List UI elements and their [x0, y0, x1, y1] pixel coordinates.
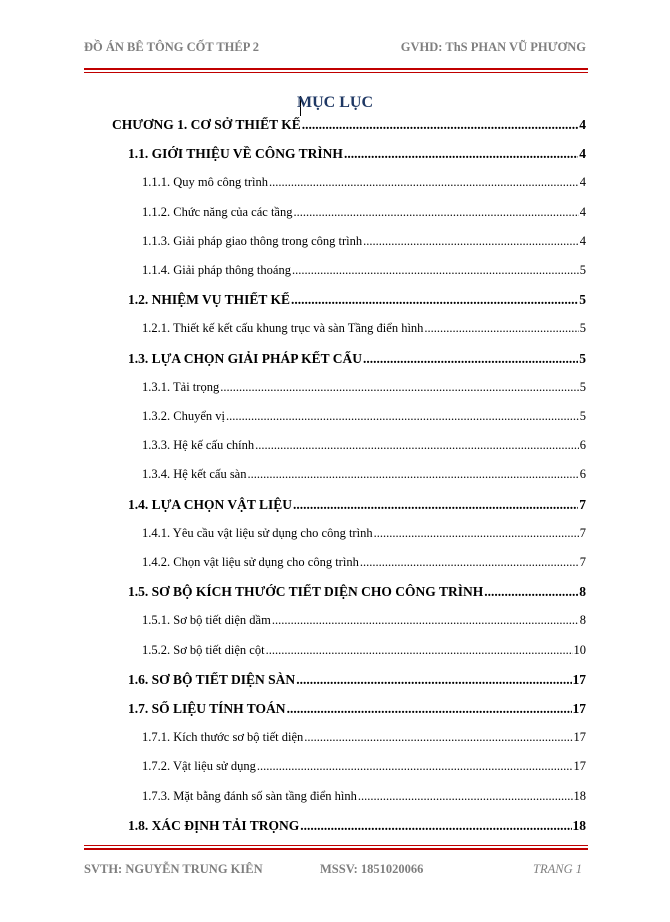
toc-entry-page: 18: [572, 818, 586, 833]
toc-entry-label: 1.5.2. Sơ bộ tiết diện cột: [142, 643, 265, 657]
toc-entry-page: 10: [573, 643, 586, 657]
toc-entry-label: 1.1. GIỚI THIỆU VỀ CÔNG TRÌNH: [128, 146, 343, 161]
toc-dot-leader: [291, 292, 578, 308]
toc-entry-page: 17: [572, 701, 586, 716]
toc-entry-page: 4: [579, 234, 586, 248]
toc-entry-page: 4: [579, 146, 586, 161]
toc-entry-label: 1.4.1. Yêu cầu vật liệu sử dụng cho công trình: [142, 526, 373, 540]
toc-entry-label: 1.3.3. Hệ kế cấu chính: [142, 438, 255, 452]
toc-entry[interactable]: [142, 380, 586, 395]
toc-entry[interactable]: [142, 205, 586, 220]
toc-entry-label: 1.5. SƠ BỘ KÍCH THƯỚC TIẾT DIỆN CHO CÔNG TRÌNH: [128, 584, 484, 599]
toc-dot-leader: [226, 409, 579, 424]
toc-entry-page: 4: [579, 117, 586, 132]
header-course-title: ĐỒ ÁN BÊ TÔNG CỐT THÉP 2: [84, 40, 260, 54]
toc-entry-page: 7: [579, 497, 586, 512]
toc-entry-page: 5: [579, 409, 586, 423]
toc-dot-leader: [344, 146, 578, 162]
toc-dot-leader: [424, 321, 578, 336]
page-footer: [84, 862, 586, 880]
toc-dot-leader: [374, 526, 579, 541]
toc-dot-leader: [302, 117, 578, 133]
toc-dot-leader: [255, 438, 579, 453]
footer-rule-thin: [84, 845, 588, 846]
toc-entry[interactable]: [128, 146, 586, 162]
toc-entry[interactable]: [142, 730, 586, 745]
toc-entry-page: 17: [573, 759, 586, 773]
toc-entry-label: 1.1.4. Giải pháp thông thoáng: [142, 263, 291, 277]
toc-dot-leader: [293, 205, 578, 220]
toc-entry-label: 1.7.2. Vật liệu sử dụng: [142, 759, 256, 773]
toc-dot-leader: [293, 497, 578, 513]
toc-entry-page: 17: [572, 672, 586, 687]
toc-entry-page: 5: [579, 351, 586, 366]
header-rule-thick: [84, 68, 588, 70]
toc-dot-leader: [272, 613, 579, 628]
toc-dot-leader: [296, 672, 571, 688]
toc-entry[interactable]: [128, 584, 586, 600]
toc-dot-leader: [287, 701, 572, 717]
toc-entry-page: 18: [573, 789, 586, 803]
toc-entry-label: 1.3. LỰA CHỌN GIẢI PHÁP KẾT CẤU: [128, 351, 363, 366]
toc-entry-label: 1.2. NHIỆM VỤ THIẾT KẾ: [128, 292, 291, 307]
toc-dot-leader: [363, 234, 579, 249]
toc-entry-label: 1.1.1. Quy mô công trình: [142, 175, 269, 189]
toc-entry[interactable]: [128, 818, 586, 834]
toc-entry[interactable]: [142, 438, 586, 453]
footer-rule-thick: [84, 848, 588, 850]
toc-dot-leader: [360, 555, 579, 570]
toc-entry-label: 1.7. SỐ LIỆU TÍNH TOÁN: [128, 701, 286, 716]
toc-entry-label: 1.1.2. Chức năng của các tầng: [142, 205, 293, 219]
toc-entry[interactable]: [128, 701, 586, 717]
toc-entry[interactable]: [142, 555, 586, 570]
toc-entry[interactable]: [142, 321, 586, 336]
toc-entry-page: 7: [579, 526, 586, 540]
toc-entry-label: 1.8. XÁC ĐỊNH TẢI TRỌNG: [128, 818, 300, 833]
toc-dot-leader: [484, 584, 578, 600]
toc-entry-label: 1.6. SƠ BỘ TIẾT DIỆN SÀN: [128, 672, 296, 687]
toc-entry-label: 1.3.4. Hệ kết cấu sàn: [142, 467, 247, 481]
toc-entry-label: 1.2.1. Thiết kế kết cấu khung trục và sàn Tầng điển hình: [142, 321, 424, 335]
toc-entry-label: 1.4.2. Chọn vật liệu sử dụng cho công trình: [142, 555, 359, 569]
toc-entry[interactable]: [142, 789, 586, 804]
toc-entry-page: 7: [579, 555, 586, 569]
toc-dot-leader: [266, 643, 573, 658]
toc-dot-leader: [363, 351, 578, 367]
footer-student-id: MSSV: 1851020066: [320, 862, 424, 876]
toc-entry[interactable]: [128, 672, 586, 688]
footer-student-name: SVTH: NGUYỄN TRUNG KIÊN: [84, 862, 263, 876]
toc-entry[interactable]: [142, 613, 586, 628]
toc-entry[interactable]: [128, 351, 586, 367]
toc-entry-page: 17: [573, 730, 586, 744]
toc-entry-page: 8: [579, 613, 586, 627]
toc-dot-leader: [304, 730, 572, 745]
toc-entry[interactable]: [142, 467, 586, 482]
toc-entry[interactable]: [142, 234, 586, 249]
toc-dot-leader: [358, 789, 573, 804]
toc-entry-label: CHƯƠNG 1. CƠ SỞ THIẾT KẾ: [112, 117, 301, 132]
page-header: [84, 40, 586, 58]
toc-dot-leader: [269, 175, 579, 190]
toc-dot-leader: [257, 759, 573, 774]
toc-entry[interactable]: [142, 526, 586, 541]
toc-entry[interactable]: [142, 759, 586, 774]
toc-entry-page: 5: [579, 263, 586, 277]
toc-title: MỤC LỤC: [297, 94, 373, 111]
toc-entry[interactable]: [142, 263, 586, 278]
toc-entry[interactable]: [142, 409, 586, 424]
toc-entry-label: 1.7.1. Kích thước sơ bộ tiết diện: [142, 730, 304, 744]
toc-dot-leader: [292, 263, 579, 278]
toc-entry-page: 6: [579, 438, 586, 452]
toc-entry-label: 1.7.3. Mặt bằng đánh số sàn tầng điển hình: [142, 789, 357, 803]
toc-entry-label: 1.1.3. Giải pháp giao thông trong công trình: [142, 234, 363, 248]
footer-page-number: TRANG 1: [533, 862, 582, 876]
toc-entry-label: 1.5.1. Sơ bộ tiết diện dầm: [142, 613, 271, 627]
toc-dot-leader: [220, 380, 579, 395]
header-instructor: GVHD: ThS PHAN VŨ PHƯƠNG: [400, 40, 586, 54]
toc-entry[interactable]: [142, 175, 586, 190]
toc-entry-label: 1.4. LỰA CHỌN VẬT LIỆU: [128, 497, 293, 512]
toc-dot-leader: [300, 818, 571, 834]
toc-entry[interactable]: [128, 497, 586, 513]
toc-entry[interactable]: [112, 117, 586, 133]
toc-entry-page: 6: [579, 467, 586, 481]
toc-entry[interactable]: [128, 292, 586, 308]
toc-entry-page: 8: [579, 584, 586, 599]
toc-entry-page: 5: [579, 292, 586, 307]
toc-entry[interactable]: [142, 643, 586, 658]
header-rule-thin: [84, 72, 588, 73]
toc-entry-page: 4: [579, 205, 586, 219]
toc-entry-page: 4: [579, 175, 586, 189]
toc-entry-label: 1.3.1. Tải trọng: [142, 380, 220, 394]
toc-dot-leader: [247, 467, 578, 482]
toc-entry-label: 1.3.2. Chuyển vị: [142, 409, 225, 423]
toc-entry-page: 5: [579, 380, 586, 394]
toc-entry-page: 5: [579, 321, 586, 335]
